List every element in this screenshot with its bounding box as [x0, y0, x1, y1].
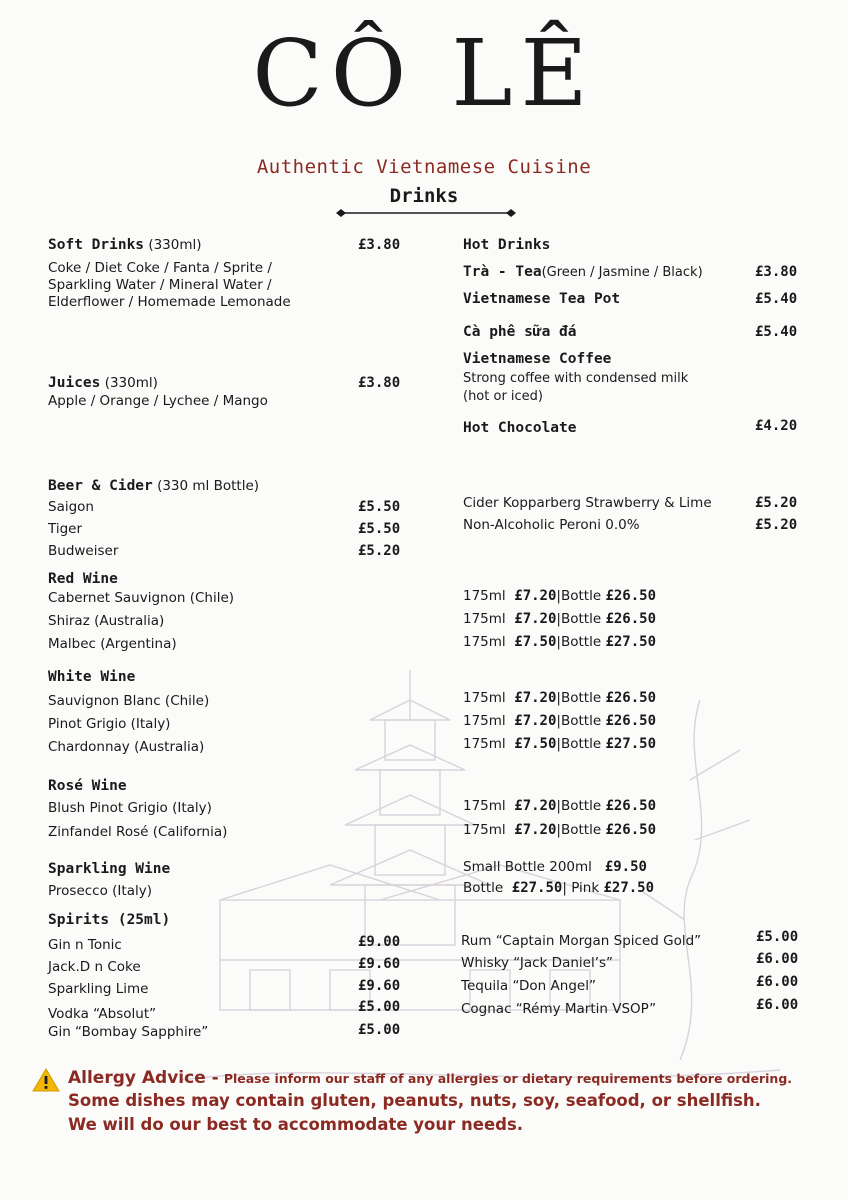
- rose-wine-heading: Rosé Wine: [48, 778, 127, 794]
- cider-price: £5.20: [755, 517, 798, 533]
- tea-pot-item: Vietnamese Tea Pot: [463, 291, 621, 307]
- wine-item: Pinot Grigio (Italy): [48, 716, 171, 732]
- wine-item: Cabernet Sauvignon (Chile): [48, 590, 235, 606]
- tea-pot-price: £5.40: [755, 291, 798, 307]
- ca-phe-item: Cà phê sữa đá: [463, 324, 577, 340]
- juices-heading: Juices (330ml): [48, 375, 158, 391]
- allergy-line: Some dishes may contain gluten, peanuts, nuts, soy, seafood, or shellfish.: [68, 1091, 761, 1110]
- spirits-heading: Spirits (25ml): [48, 912, 171, 928]
- spirit-item: Tequila “Don Angel”: [461, 978, 596, 994]
- red-wine-heading: Red Wine: [48, 571, 118, 587]
- spirit-price: £5.00: [358, 999, 401, 1015]
- wine-item: Shiraz (Australia): [48, 613, 165, 629]
- page-title: Drinks: [389, 185, 459, 207]
- tra-tea-price: £3.80: [755, 264, 798, 280]
- hot-drinks-heading: Hot Drinks: [463, 237, 551, 253]
- spirit-price: £9.00: [358, 934, 401, 950]
- allergy-line: We will do our best to accommodate your needs.: [68, 1115, 524, 1134]
- hot-chocolate-item: Hot Chocolate: [463, 420, 577, 436]
- spirit-item: Vodka “Absolut”: [48, 1006, 157, 1022]
- spirit-price: £6.00: [756, 974, 799, 990]
- spirit-item: Cognac “Rémy Martin VSOP”: [461, 1001, 657, 1017]
- ca-phe-price: £5.40: [755, 324, 798, 340]
- beer-price: £5.20: [358, 543, 401, 559]
- spirit-item: Gin n Tonic: [48, 937, 122, 953]
- allergy-line: Allergy Advice - Please inform our staff of any allergies or dietary requirements before ordering.: [68, 1068, 793, 1088]
- juices-price: £3.80: [358, 375, 401, 391]
- sparkling-item: Prosecco (Italy): [48, 883, 152, 899]
- spirit-item: Sparkling Lime: [48, 981, 149, 997]
- spirit-item: Jack.D n Coke: [48, 959, 141, 975]
- beer-item: Saigon: [48, 499, 94, 515]
- wine-item: Zinfandel Rosé (California): [48, 824, 228, 840]
- coffee-description: Strong coffee with condensed milk: [463, 371, 689, 386]
- wine-price-row: 175ml £7.20|Bottle £26.50: [463, 822, 657, 838]
- restaurant-logo: CÔ LÊ: [252, 20, 596, 127]
- soft-drinks-price: £3.80: [358, 237, 401, 253]
- wine-price-row: 175ml £7.50|Bottle £27.50: [463, 736, 657, 752]
- sparkling-bottle-price: Bottle £27.50| Pink £27.50: [463, 880, 655, 896]
- spirit-price: £9.60: [358, 956, 401, 972]
- coffee-description: (hot or iced): [463, 389, 544, 404]
- soft-drinks-heading: Soft Drinks (330ml): [48, 237, 202, 253]
- title-divider-ornament: [336, 206, 516, 220]
- beer-price: £5.50: [358, 499, 401, 515]
- spirit-price: £5.00: [756, 929, 799, 945]
- wine-price-row: 175ml £7.20|Bottle £26.50: [463, 690, 657, 706]
- beer-item: Budweiser: [48, 543, 119, 559]
- spirit-item: Whisky “Jack Daniel’s”: [461, 955, 614, 971]
- beer-cider-heading: Beer & Cider (330 ml Bottle): [48, 478, 260, 494]
- spirit-item: Gin “Bombay Sapphire”: [48, 1024, 209, 1040]
- spirit-price: £5.00: [358, 1022, 401, 1038]
- wine-price-row: 175ml £7.20|Bottle £26.50: [463, 713, 657, 729]
- wine-item: Chardonnay (Australia): [48, 739, 205, 755]
- spirit-price: £9.60: [358, 978, 401, 994]
- warning-icon: [32, 1068, 60, 1092]
- soft-drinks-line: Elderflower / Homemade Lemonade: [48, 294, 291, 310]
- cider-price: £5.20: [755, 495, 798, 511]
- spirit-price: £6.00: [756, 997, 799, 1013]
- vietnamese-coffee-item: Vietnamese Coffee: [463, 351, 612, 367]
- wine-item: Sauvignon Blanc (Chile): [48, 693, 210, 709]
- wine-price-row: 175ml £7.50|Bottle £27.50: [463, 634, 657, 650]
- beer-item: Tiger: [48, 521, 83, 537]
- sparkling-small-price: Small Bottle 200ml £9.50: [463, 859, 647, 875]
- wine-item: Blush Pinot Grigio (Italy): [48, 800, 212, 816]
- wine-price-row: 175ml £7.20|Bottle £26.50: [463, 798, 657, 814]
- white-wine-heading: White Wine: [48, 669, 136, 685]
- cider-item: Non-Alcoholic Peroni 0.0%: [463, 517, 640, 533]
- sparkling-wine-heading: Sparkling Wine: [48, 861, 171, 877]
- tagline: Authentic Vietnamese Cuisine: [256, 156, 592, 178]
- wine-price-row: 175ml £7.20|Bottle £26.50: [463, 588, 657, 604]
- spirit-item: Rum “Captain Morgan Spiced Gold”: [461, 933, 702, 949]
- wine-price-row: 175ml £7.20|Bottle £26.50: [463, 611, 657, 627]
- wine-item: Malbec (Argentina): [48, 636, 177, 652]
- cider-item: Cider Kopparberg Strawberry & Lime: [463, 495, 712, 511]
- juices-line: Apple / Orange / Lychee / Mango: [48, 393, 268, 409]
- beer-price: £5.50: [358, 521, 401, 537]
- soft-drinks-line: Sparkling Water / Mineral Water /: [48, 277, 272, 293]
- hot-chocolate-price: £4.20: [755, 418, 798, 434]
- tra-tea-item: Trà - Tea(Green / Jasmine / Black): [463, 264, 703, 280]
- spirit-price: £6.00: [756, 951, 799, 967]
- soft-drinks-line: Coke / Diet Coke / Fanta / Sprite /: [48, 260, 272, 276]
